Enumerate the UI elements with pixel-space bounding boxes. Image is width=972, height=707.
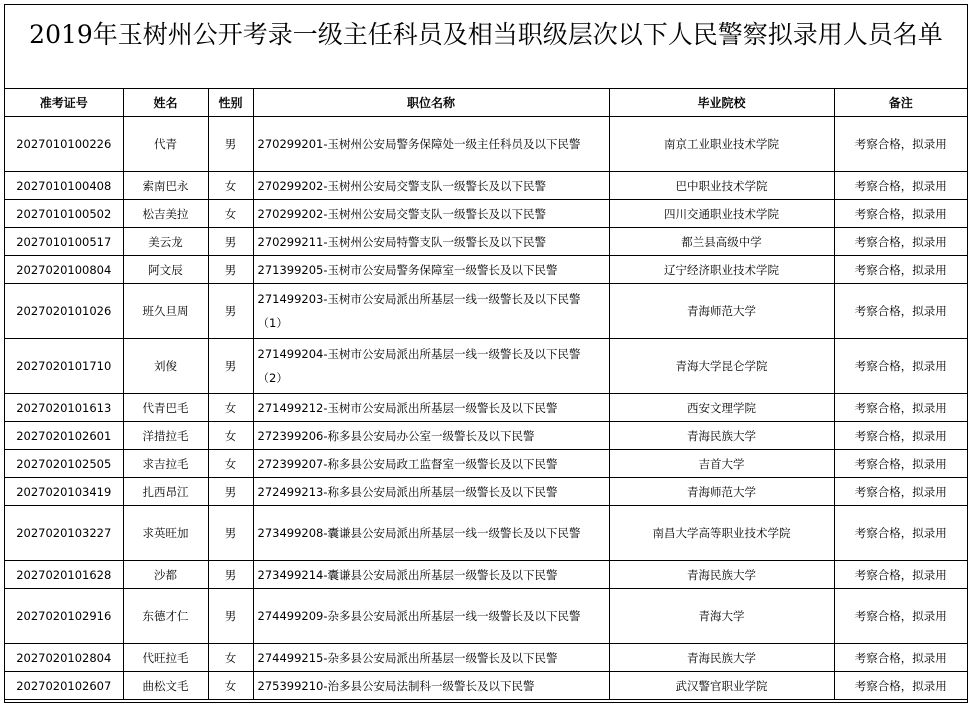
header-exam-id: 准考证号 [5, 89, 123, 117]
exam-id-cell: 2027020102601 [5, 422, 123, 450]
exam-id-cell: 2027020102916 [5, 589, 123, 644]
header-gender: 性别 [208, 89, 253, 117]
position-cell: 271499203-玉树市公安局派出所基层一线一级警长及以下民警（1） [253, 284, 609, 339]
exam-id-cell: 2027010100408 [5, 172, 123, 200]
name-cell: 松吉美拉 [123, 200, 208, 228]
note-cell: 考察合格，拟录用 [834, 339, 967, 394]
position-cell: 271499212-玉树市公安局派出所基层一级警长及以下民警 [253, 394, 609, 422]
gender-cell: 男 [208, 117, 253, 172]
position-cell: 273499214-囊谦县公安局派出所基层一级警长及以下民警 [253, 561, 609, 589]
name-cell: 班久旦周 [123, 284, 208, 339]
name-cell: 代青 [123, 117, 208, 172]
name-cell: 洋措拉毛 [123, 422, 208, 450]
school-cell: 巴中职业技术学院 [609, 172, 834, 200]
gender-cell: 女 [208, 672, 253, 700]
name-cell: 代旺拉毛 [123, 644, 208, 672]
table-row [5, 478, 967, 506]
name-cell: 扎西昂江 [123, 478, 208, 506]
note-cell: 考察合格，拟录用 [834, 172, 967, 200]
position-cell: 272399207-称多县公安局政工监督室一级警长及以下民警 [253, 450, 609, 478]
gender-cell: 女 [208, 200, 253, 228]
position-cell: 272499213-称多县公安局派出所基层一级警长及以下民警 [253, 478, 609, 506]
table-row [5, 284, 967, 339]
note-cell: 考察合格，拟录用 [834, 422, 967, 450]
exam-id-cell: 2027010100502 [5, 200, 123, 228]
position-cell: 270299202-玉树州公安局交警支队一级警长及以下民警 [253, 200, 609, 228]
school-cell: 辽宁经济职业技术学院 [609, 256, 834, 284]
school-cell: 青海师范大学 [609, 478, 834, 506]
position-cell: 274499215-杂多县公安局派出所基层一级警长及以下民警 [253, 644, 609, 672]
table-row [5, 228, 967, 256]
gender-cell: 男 [208, 256, 253, 284]
gender-cell: 男 [208, 478, 253, 506]
gender-cell: 女 [208, 644, 253, 672]
school-cell: 青海民族大学 [609, 422, 834, 450]
exam-id-cell: 2027020102804 [5, 644, 123, 672]
table-header-row [5, 89, 967, 117]
name-cell: 求英旺加 [123, 506, 208, 561]
position-cell: 271499204-玉树市公安局派出所基层一线一级警长及以下民警（2） [253, 339, 609, 394]
exam-id-cell: 2027010100226 [5, 117, 123, 172]
gender-cell: 男 [208, 506, 253, 561]
table-row [5, 644, 967, 672]
document-title: 2019年玉树州公开考录一级主任科员及相当职级层次以下人民警察拟录用人员名单 [5, 5, 967, 89]
table-row [5, 339, 967, 394]
name-cell: 代青巴毛 [123, 394, 208, 422]
candidate-table [5, 89, 967, 700]
note-cell: 考察合格，拟录用 [834, 200, 967, 228]
note-cell: 考察合格，拟录用 [834, 450, 967, 478]
table-row [5, 200, 967, 228]
school-cell: 青海师范大学 [609, 284, 834, 339]
table-row [5, 561, 967, 589]
note-cell: 考察合格，拟录用 [834, 478, 967, 506]
note-cell: 考察合格，拟录用 [834, 672, 967, 700]
position-cell: 270299211-玉树州公安局特警支队一级警长及以下民警 [253, 228, 609, 256]
gender-cell: 男 [208, 561, 253, 589]
school-cell: 南昌大学高等职业技术学院 [609, 506, 834, 561]
school-cell: 青海民族大学 [609, 644, 834, 672]
exam-id-cell: 2027020101628 [5, 561, 123, 589]
gender-cell: 女 [208, 450, 253, 478]
table-row [5, 117, 967, 172]
school-cell: 四川交通职业技术学院 [609, 200, 834, 228]
gender-cell: 男 [208, 589, 253, 644]
position-cell: 270299201-玉树州公安局警务保障处一级主任科员及以下民警 [253, 117, 609, 172]
document-sheet [4, 4, 968, 703]
exam-id-cell: 2027020102607 [5, 672, 123, 700]
name-cell: 刘俊 [123, 339, 208, 394]
note-cell: 考察合格，拟录用 [834, 644, 967, 672]
table-row [5, 256, 967, 284]
name-cell: 美云龙 [123, 228, 208, 256]
school-cell: 西安文理学院 [609, 394, 834, 422]
table-row [5, 422, 967, 450]
school-cell: 青海大学 [609, 589, 834, 644]
gender-cell: 男 [208, 228, 253, 256]
note-cell: 考察合格，拟录用 [834, 506, 967, 561]
position-cell: 273499208-囊谦县公安局派出所基层一线一级警长及以下民警 [253, 506, 609, 561]
name-cell: 沙都 [123, 561, 208, 589]
school-cell: 吉首大学 [609, 450, 834, 478]
table-body [5, 117, 967, 700]
header-school: 毕业院校 [609, 89, 834, 117]
school-cell: 青海民族大学 [609, 561, 834, 589]
gender-cell: 男 [208, 284, 253, 339]
exam-id-cell: 2027020103419 [5, 478, 123, 506]
table-row [5, 589, 967, 644]
name-cell: 东德才仁 [123, 589, 208, 644]
gender-cell: 女 [208, 172, 253, 200]
name-cell: 曲松文毛 [123, 672, 208, 700]
note-cell: 考察合格，拟录用 [834, 394, 967, 422]
exam-id-cell: 2027020100804 [5, 256, 123, 284]
table-row [5, 394, 967, 422]
exam-id-cell: 2027020102505 [5, 450, 123, 478]
note-cell: 考察合格，拟录用 [834, 228, 967, 256]
position-cell: 271399205-玉树市公安局警务保障室一级警长及以下民警 [253, 256, 609, 284]
table-row [5, 672, 967, 700]
note-cell: 考察合格，拟录用 [834, 589, 967, 644]
position-cell: 270299202-玉树州公安局交警支队一级警长及以下民警 [253, 172, 609, 200]
exam-id-cell: 2027020101026 [5, 284, 123, 339]
header-position: 职位名称 [253, 89, 609, 117]
header-note: 备注 [834, 89, 967, 117]
note-cell: 考察合格，拟录用 [834, 117, 967, 172]
position-cell: 275399210-治多县公安局法制科一级警长及以下民警 [253, 672, 609, 700]
name-cell: 求吉拉毛 [123, 450, 208, 478]
exam-id-cell: 2027020101613 [5, 394, 123, 422]
school-cell: 都兰县高级中学 [609, 228, 834, 256]
note-cell: 考察合格，拟录用 [834, 284, 967, 339]
name-cell: 阿文辰 [123, 256, 208, 284]
name-cell: 索南巴永 [123, 172, 208, 200]
exam-id-cell: 2027010100517 [5, 228, 123, 256]
school-cell: 武汉警官职业学院 [609, 672, 834, 700]
table-row [5, 172, 967, 200]
header-name: 姓名 [123, 89, 208, 117]
gender-cell: 男 [208, 339, 253, 394]
position-cell: 274499209-杂多县公安局派出所基层一线一级警长及以下民警 [253, 589, 609, 644]
school-cell: 青海大学昆仑学院 [609, 339, 834, 394]
exam-id-cell: 2027020103227 [5, 506, 123, 561]
gender-cell: 女 [208, 394, 253, 422]
position-cell: 272399206-称多县公安局办公室一级警长及以下民警 [253, 422, 609, 450]
table-row [5, 506, 967, 561]
school-cell: 南京工业职业技术学院 [609, 117, 834, 172]
note-cell: 考察合格，拟录用 [834, 256, 967, 284]
exam-id-cell: 2027020101710 [5, 339, 123, 394]
table-row [5, 450, 967, 478]
gender-cell: 女 [208, 422, 253, 450]
note-cell: 考察合格，拟录用 [834, 561, 967, 589]
